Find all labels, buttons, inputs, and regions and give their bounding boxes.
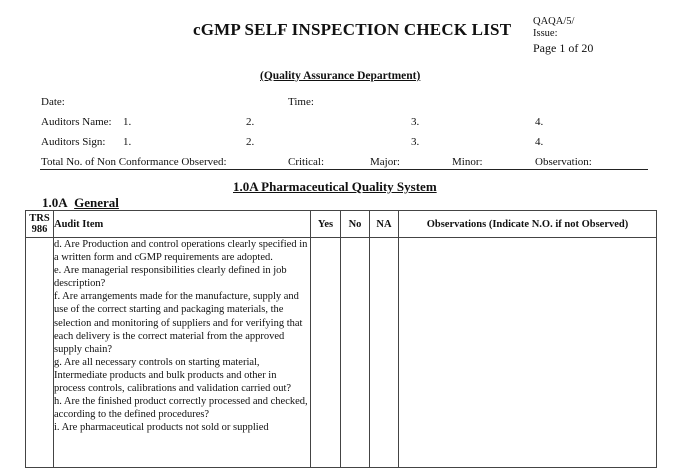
auditor-sign-slot-2: 2. bbox=[246, 136, 255, 148]
observations-cell[interactable] bbox=[399, 238, 657, 468]
no-cell[interactable] bbox=[341, 238, 370, 468]
trs-header-number: 986 bbox=[31, 224, 48, 235]
audit-item-f: f. Are arrangements made for the manufacture, supply and use of the correct starting and packaging materials, the selection and monitoring of suppliers and for verifying that each delivery is the correct material from the approved supply chain? bbox=[54, 291, 303, 355]
time-label: Time: bbox=[288, 96, 314, 108]
yes-column-header: Yes bbox=[311, 211, 341, 238]
date-label: Date: bbox=[41, 96, 65, 108]
doc-code: QAQA/5/ bbox=[533, 16, 575, 27]
audit-item-g: g. Are all necessary controls on starting material, Intermediate products and bulk products and other in process controls, calibrations and validation carried out? bbox=[54, 356, 292, 395]
auditor-sign-slot-3: 3. bbox=[411, 136, 420, 148]
auditors-sign-label: Auditors Sign: bbox=[41, 136, 106, 148]
no-column-header: No bbox=[341, 211, 370, 238]
auditor-name-slot-3: 3. bbox=[411, 116, 420, 128]
table-row bbox=[26, 238, 657, 468]
table-header-row bbox=[26, 211, 657, 238]
auditor-sign-slot-4: 4. bbox=[535, 136, 544, 148]
na-cell[interactable] bbox=[370, 238, 399, 468]
audit-item-h: h. Are the finished product correctly processed and checked, according to the defined procedures? bbox=[54, 396, 308, 421]
issue-label: Issue: bbox=[533, 27, 558, 39]
document-reference bbox=[533, 16, 593, 55]
na-column-header: NA bbox=[370, 211, 399, 238]
observations-column-header: Observations (Indicate N.O. if not Observed) bbox=[399, 211, 657, 238]
minor-label: Minor: bbox=[452, 156, 483, 168]
auditor-name-slot-4: 4. bbox=[535, 116, 544, 128]
audit-item-column-header: Audit Item bbox=[54, 211, 311, 238]
document-title: cGMP SELF INSPECTION CHECK LIST bbox=[193, 20, 512, 39]
nonconformance-label: Total No. of Non Conformance Observed: bbox=[41, 156, 227, 168]
trs-cell bbox=[26, 238, 54, 468]
subsection-title: General bbox=[74, 195, 119, 210]
subsection-number: 1.0A bbox=[42, 195, 68, 210]
department-label: (Quality Assurance Department) bbox=[260, 70, 421, 82]
major-label: Major: bbox=[370, 156, 400, 168]
audit-item-d: d. Are Production and control operations clearly specified in a written form and cGMP requirements are adopted. bbox=[54, 239, 308, 264]
auditor-name-slot-2: 2. bbox=[246, 116, 255, 128]
observation-label: Observation: bbox=[535, 156, 592, 168]
auditor-sign-slot-1: 1. bbox=[123, 136, 132, 148]
subsection-heading bbox=[42, 195, 119, 211]
audit-item-e: e. Are managerial responsibilities clearly defined in job description? bbox=[54, 265, 287, 290]
critical-label: Critical: bbox=[288, 156, 325, 168]
section-title: 1.0A Pharmaceutical Quality System bbox=[233, 179, 437, 194]
page-number: Page 1 of 20 bbox=[533, 41, 594, 55]
trs-column-header bbox=[26, 211, 54, 238]
audit-items-cell bbox=[54, 238, 311, 468]
audit-item-i: i. Are pharmaceutical products not sold or supplied bbox=[54, 422, 269, 434]
audit-checklist-table bbox=[25, 210, 657, 468]
auditor-name-slot-1: 1. bbox=[123, 116, 132, 128]
header-divider bbox=[40, 169, 648, 170]
auditors-name-label: Auditors Name: bbox=[41, 116, 112, 128]
trs-header-label: TRS bbox=[29, 213, 50, 224]
yes-cell[interactable] bbox=[311, 238, 341, 468]
